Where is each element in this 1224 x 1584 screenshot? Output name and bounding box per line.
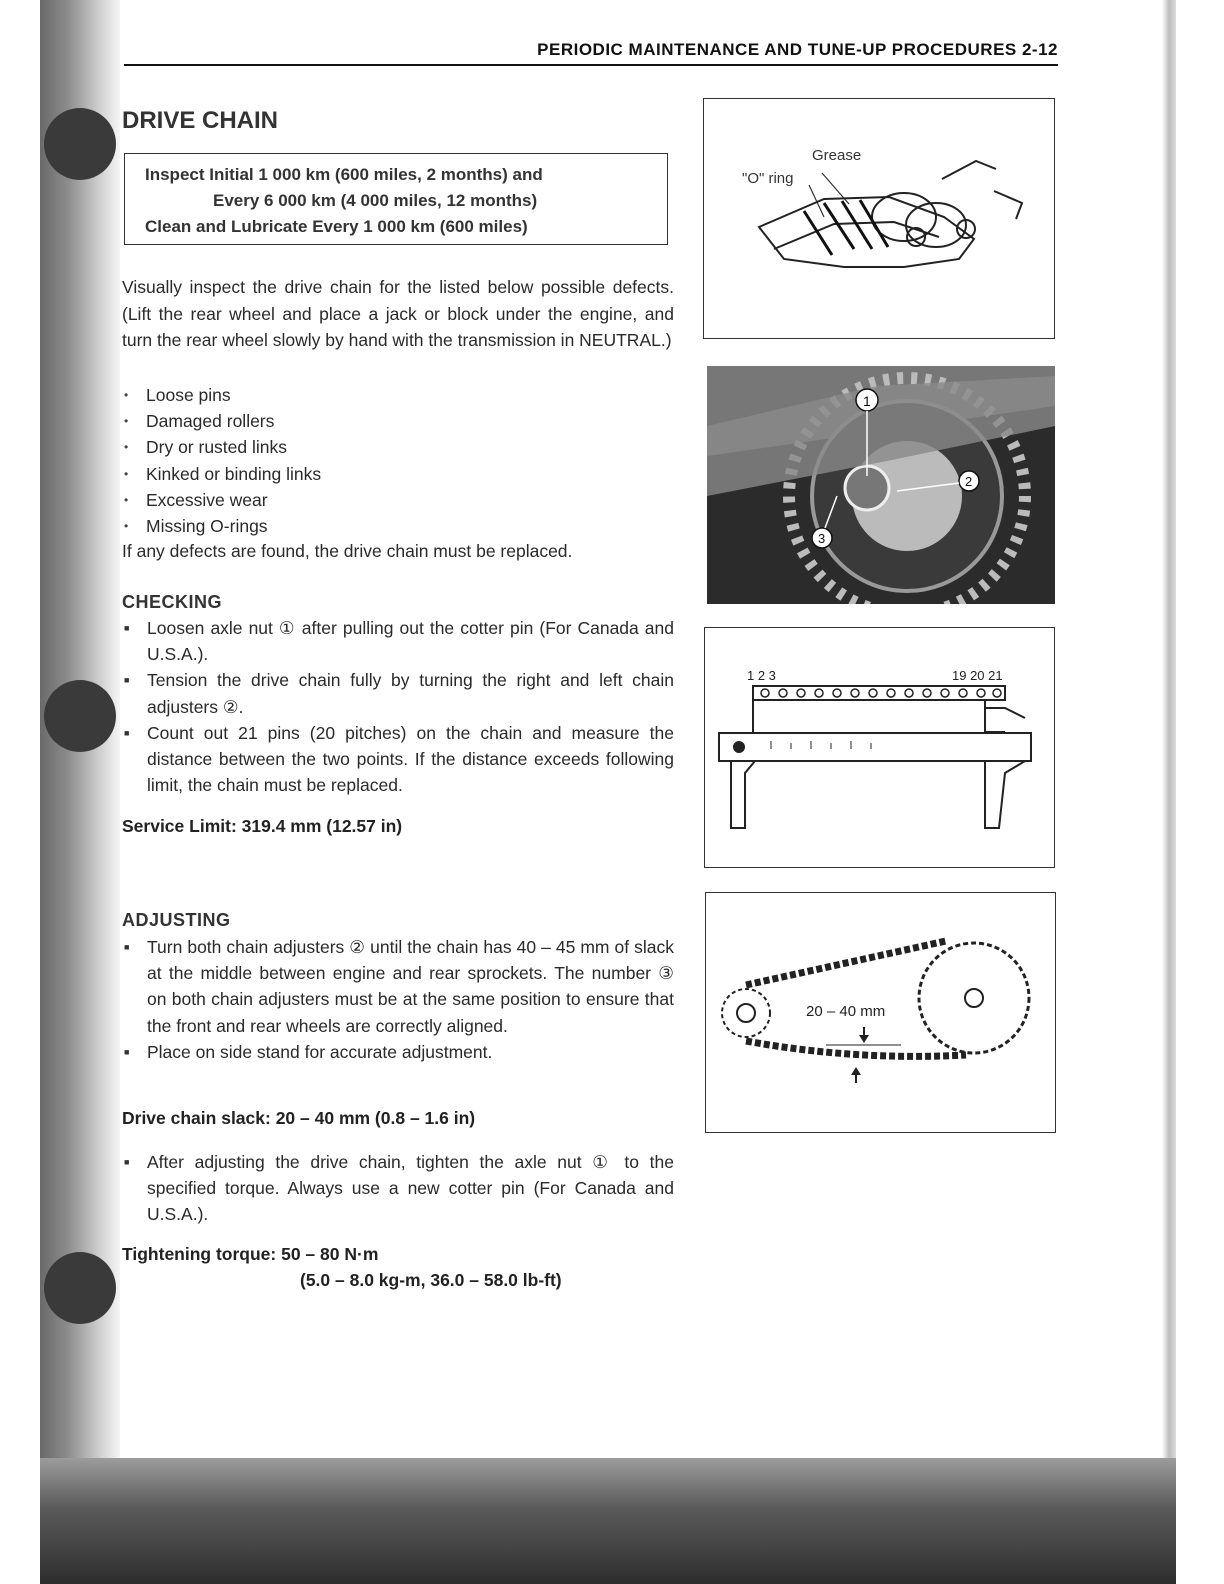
defect-item: • Kinked or binding links <box>122 461 321 487</box>
defect-item: • Loose pins <box>122 382 321 408</box>
adjusting-heading: ADJUSTING <box>122 910 231 930</box>
caliper-drawing <box>705 628 1053 866</box>
slack-label: 20 – 40 mm <box>806 1003 886 1020</box>
binding-spine-shadow <box>40 0 120 1584</box>
chain-slack-drawing <box>706 893 1054 1131</box>
page-margin <box>0 0 40 1584</box>
torque-spec: Tightening torque: 50 – 80 N·m <box>122 1244 379 1264</box>
checking-step: ■ Tension the drive chain fully by turning the right and left chain adjusters ②. <box>122 667 674 719</box>
chain-caliper-figure <box>704 627 1055 868</box>
callout-axle-nut: 1 <box>863 393 871 409</box>
page-header: PERIODIC MAINTENANCE AND TUNE-UP PROCEDURES 2-12 <box>537 40 1058 59</box>
oring-label: "O" ring <box>742 170 794 187</box>
adjusting-steps <box>122 934 674 1065</box>
checking-heading: CHECKING <box>122 592 223 612</box>
binder-hole <box>44 108 116 180</box>
grease-label: Grease <box>812 147 862 164</box>
defect-list <box>122 382 321 539</box>
after-adjust-step: ■ After adjusting the drive chain, tighten the axle nut ① to the specified torque. Always use a new cotter pin (For Canada and U.S.A.). <box>122 1149 674 1228</box>
rear-sprocket-photo <box>707 366 1055 604</box>
adjusting-step: ■ Turn both chain adjusters ② until the chain has 40 – 45 mm of slack at the middle between engine and rear sprockets. The number ③ on both chain adjusters must be at the same position to ensure that the front and rear wheels are correctly aligned. <box>122 934 674 1039</box>
callout-adjuster-number: 3 <box>818 531 826 546</box>
checking-step: ■ Count out 21 pins (20 pitches) on the chain and measure the distance between the two points. If the distance exceeds following limit, the chain must be replaced. <box>122 720 674 799</box>
sprocket-photo-drawing <box>707 366 1055 604</box>
chain-oring-figure <box>703 98 1055 339</box>
chain-oring-drawing <box>704 99 1053 337</box>
pin-count-end-label: 19 20 21 <box>952 668 1003 683</box>
scan-bottom-shadow <box>40 1458 1176 1584</box>
defect-item: • Damaged rollers <box>122 408 321 434</box>
intro-paragraph: Visually inspect the drive chain for the listed below possible defects. (Lift the rear wheel and place a jack or block under the engine, and turn the rear wheel slowly by hand with the transmission in NEUTRAL.) <box>122 277 674 350</box>
after-adjust-steps <box>122 1149 674 1228</box>
defect-item: • Dry or rusted links <box>122 434 321 460</box>
torque-spec-conversion: (5.0 – 8.0 kg-m, 36.0 – 58.0 lb-ft) <box>300 1270 562 1290</box>
chain-slack-spec: Drive chain slack: 20 – 40 mm (0.8 – 1.6 in) <box>122 1108 476 1128</box>
interval-line: Clean and Lubricate Every 1 000 km (600 miles) <box>145 217 528 236</box>
page-edge-shadow <box>1162 0 1176 1584</box>
inspection-interval-box <box>124 153 668 245</box>
checking-steps <box>122 615 674 798</box>
interval-line: Every 6 000 km (4 000 miles, 12 months) <box>213 191 538 210</box>
service-limit-spec: Service Limit: 319.4 mm (12.57 in) <box>122 816 403 836</box>
callout-adjuster: 2 <box>965 474 973 489</box>
pin-count-start-label: 1 2 3 <box>747 668 776 683</box>
header-rule <box>124 64 1058 66</box>
defect-item: • Excessive wear <box>122 487 321 513</box>
checking-step: ■ Loosen axle nut ① after pulling out the cotter pin (For Canada and U.S.A.). <box>122 615 674 667</box>
section-title: DRIVE CHAIN <box>122 107 279 134</box>
chain-slack-figure <box>705 892 1056 1133</box>
replace-note: If any defects are found, the drive chain must be replaced. <box>122 541 573 561</box>
interval-line: Inspect Initial 1 000 km (600 miles, 2 months) and <box>145 165 543 184</box>
defect-item: • Missing O-rings <box>122 513 321 539</box>
adjusting-step: ■ Place on side stand for accurate adjustment. <box>122 1039 674 1065</box>
binder-hole <box>44 1252 116 1324</box>
binder-hole <box>44 680 116 752</box>
